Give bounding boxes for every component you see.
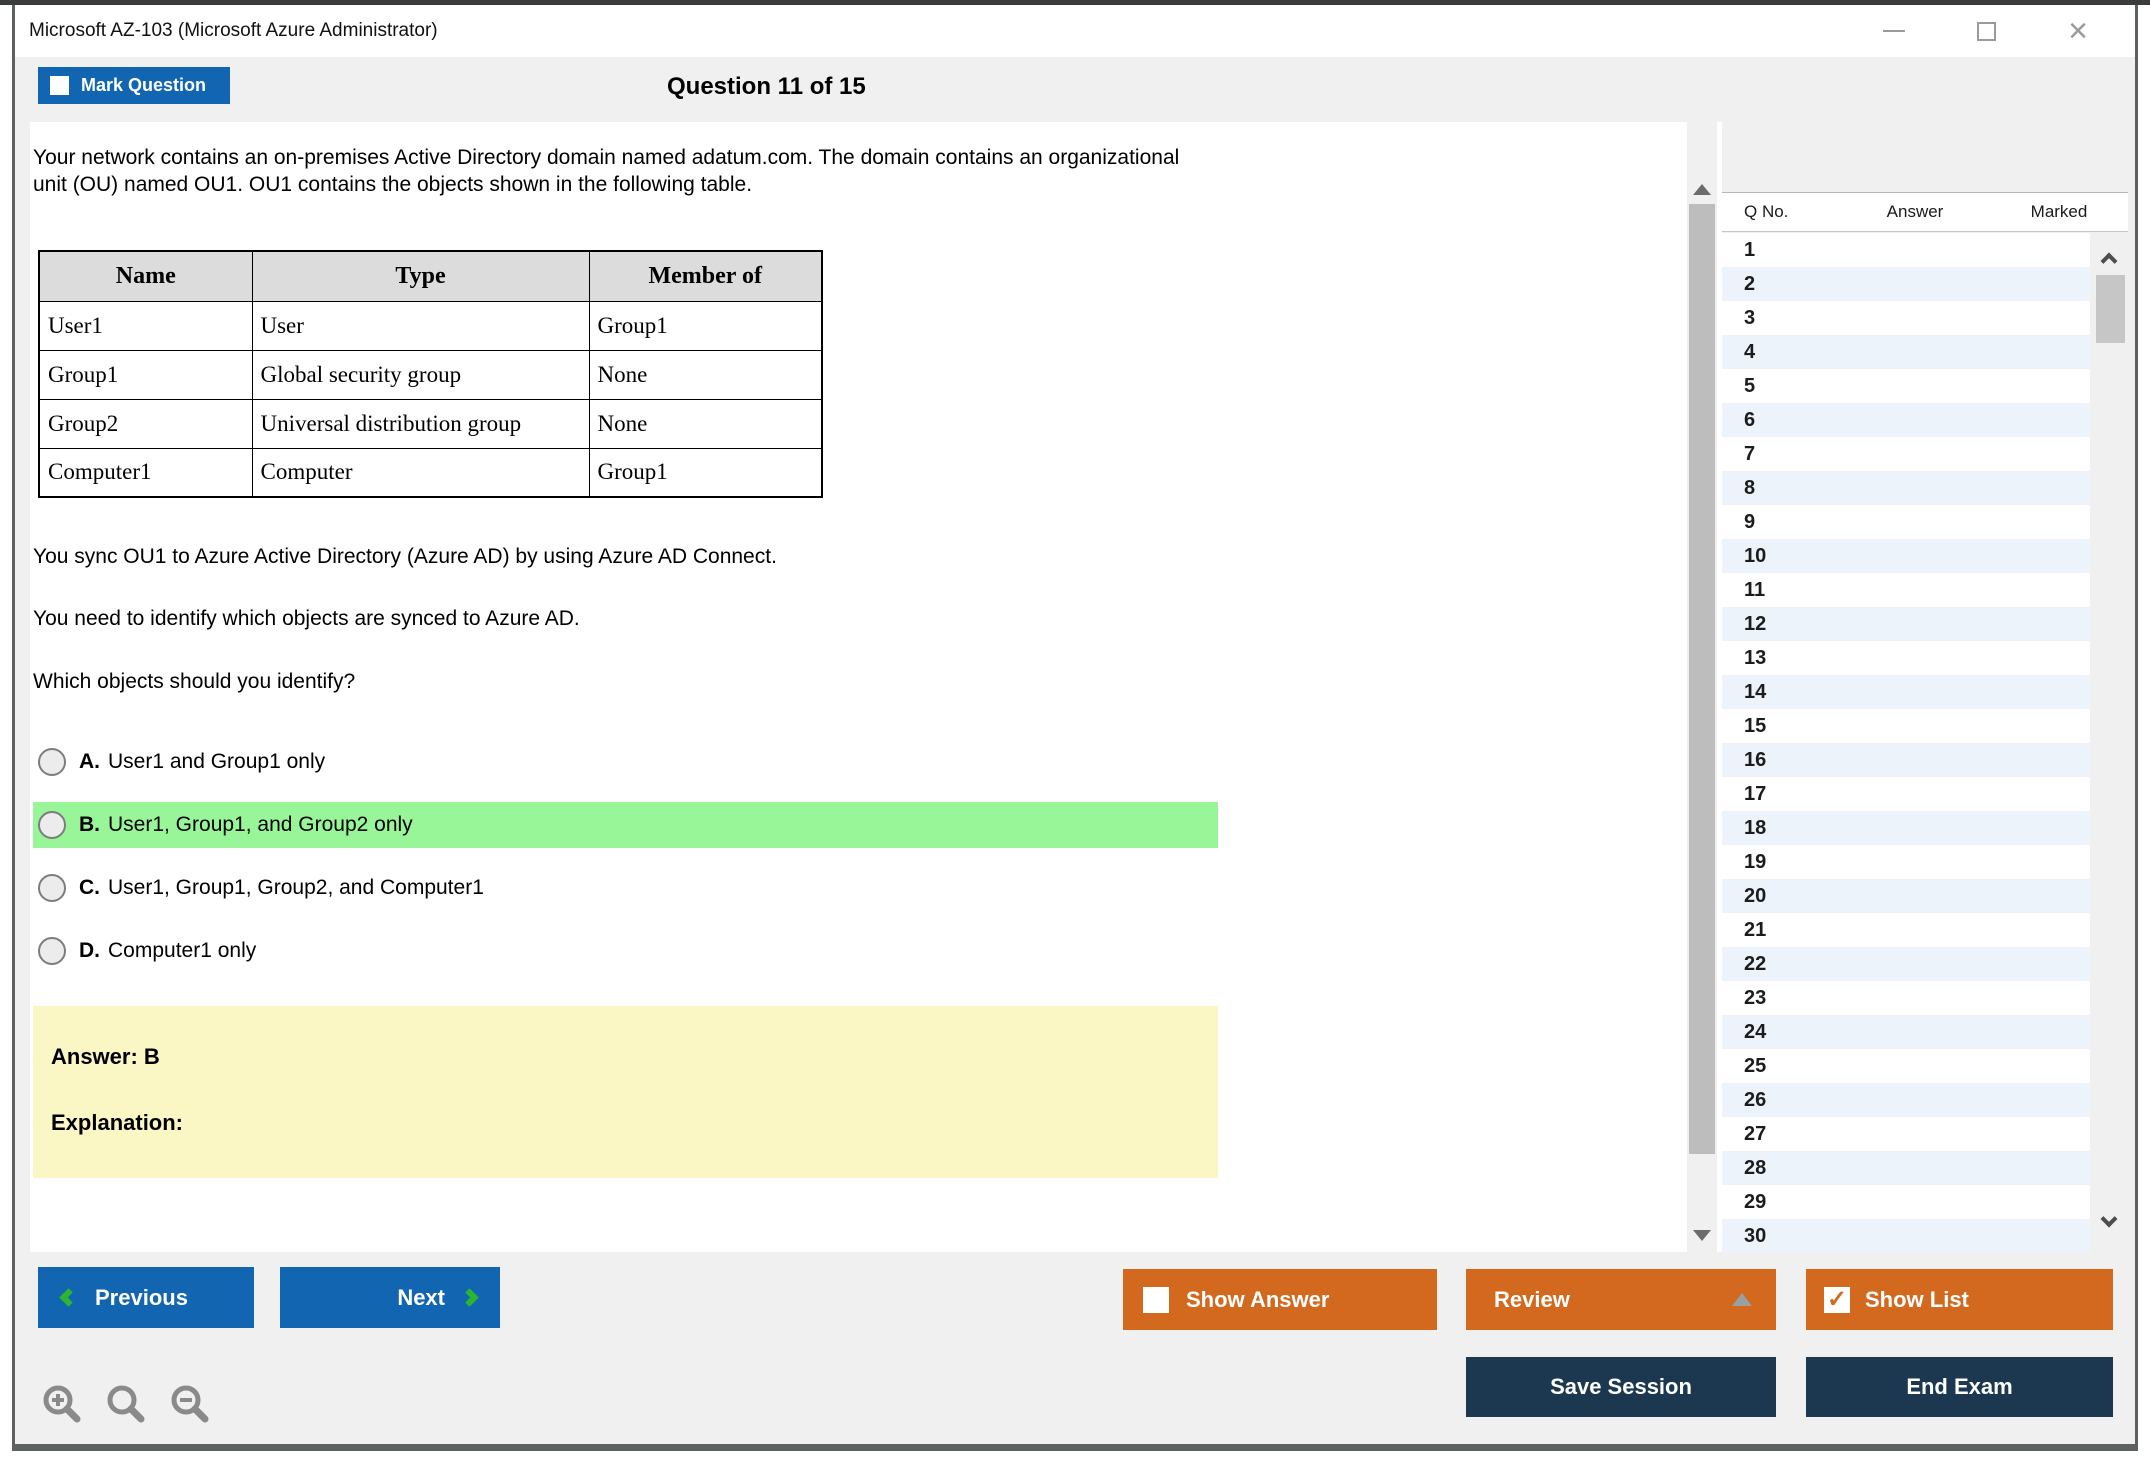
- zoom-out-icon[interactable]: [168, 1383, 212, 1427]
- table-cell: Group1: [589, 301, 822, 350]
- question-list-row[interactable]: [1722, 675, 2090, 709]
- question-number: 28: [1744, 1156, 1767, 1179]
- list-scrollbar-thumb[interactable]: [2096, 275, 2125, 343]
- question-number: 20: [1744, 884, 1767, 907]
- triangle-up-icon: [1732, 1293, 1752, 1306]
- maximize-icon: [1977, 22, 1996, 41]
- question-list-row[interactable]: [1722, 1049, 2090, 1083]
- review-button[interactable]: [1466, 1269, 1776, 1330]
- question-list-scrollbar[interactable]: [2093, 233, 2128, 1252]
- option-letter: C.: [79, 876, 100, 899]
- question-number: 17: [1744, 782, 1767, 805]
- question-list-row[interactable]: [1722, 573, 2090, 607]
- option-letter: B.: [79, 813, 100, 836]
- question-number: 3: [1744, 306, 1756, 329]
- table-cell: User: [252, 301, 589, 350]
- question-list-row[interactable]: [1722, 913, 2090, 947]
- question-number: 15: [1744, 714, 1767, 737]
- question-number: 8: [1744, 476, 1756, 499]
- mark-question-label: Mark Question: [81, 75, 207, 95]
- question-list-row[interactable]: [1722, 335, 2090, 369]
- minimize-icon: [1883, 30, 1905, 32]
- question-number: 14: [1744, 680, 1767, 703]
- maximize-button[interactable]: [1969, 14, 2003, 48]
- save-session-label: Save Session: [1550, 1374, 1692, 1399]
- question-panel: [30, 122, 1722, 1252]
- question-number: 11: [1744, 578, 1766, 601]
- question-list: [1722, 233, 2090, 1252]
- save-session-button[interactable]: [1466, 1357, 1776, 1417]
- title-bar: [15, 5, 2135, 57]
- question-list-row[interactable]: [1722, 1083, 2090, 1117]
- question-list-row[interactable]: [1722, 743, 2090, 777]
- scroll-up-chevron-icon[interactable]: [2101, 253, 2118, 270]
- question-sync-text: You sync OU1 to Azure Active Directory (Azure AD) by using Azure AD Connect.: [33, 545, 777, 568]
- mark-question-button[interactable]: [38, 67, 230, 104]
- window-title: Microsoft AZ-103 (Microsoft Azure Administrator): [29, 20, 438, 41]
- question-list-row[interactable]: [1722, 1015, 2090, 1049]
- option-letter: A.: [79, 750, 100, 773]
- option-letter: D.: [79, 939, 100, 962]
- zoom-toolbar: [40, 1383, 212, 1427]
- question-list-row[interactable]: [1722, 471, 2090, 505]
- table-cell: Group2: [39, 399, 252, 448]
- question-list-row[interactable]: [1722, 947, 2090, 981]
- table-cell: Group1: [589, 448, 822, 497]
- show-answer-button[interactable]: [1123, 1269, 1437, 1330]
- question-prompt-text: Which objects should you identify?: [33, 670, 356, 693]
- object-table-body: [39, 301, 822, 497]
- scroll-up-arrow-icon[interactable]: [1693, 184, 1711, 195]
- column-header-marked: Marked: [2030, 202, 2088, 221]
- scroll-down-arrow-icon[interactable]: [1693, 1230, 1711, 1241]
- question-number: 25: [1744, 1054, 1767, 1077]
- question-number: 26: [1744, 1088, 1767, 1111]
- option-text: User1, Group1, Group2, and Computer1: [108, 876, 484, 899]
- question-number: 30: [1744, 1224, 1767, 1247]
- question-list-row[interactable]: [1722, 1151, 2090, 1185]
- question-list-row[interactable]: [1722, 403, 2090, 437]
- objects-table: [38, 250, 823, 498]
- table-cell: Computer: [252, 448, 589, 497]
- question-number: 6: [1744, 408, 1756, 431]
- question-list-row[interactable]: [1722, 1219, 2090, 1252]
- question-number: 10: [1744, 544, 1767, 567]
- question-list-row[interactable]: [1722, 1117, 2090, 1151]
- next-button[interactable]: [280, 1267, 500, 1328]
- table-header-name: Name: [39, 251, 252, 301]
- answer-explanation-box: [33, 1006, 1218, 1178]
- radio-button[interactable]: [38, 874, 66, 902]
- question-list-row[interactable]: [1722, 369, 2090, 403]
- question-intro-text: Your network contains an on-premises Active Directory domain named adatum.com. The domain contains an organizational unit (OU) named OU1. OU1 contains the objects shown in the following table.: [33, 146, 1180, 196]
- table-header-memberof: Member of: [589, 251, 822, 301]
- table-header-type: Type: [252, 251, 589, 301]
- table-row: [39, 350, 822, 399]
- question-number: 13: [1744, 646, 1767, 669]
- table-cell: Global security group: [252, 350, 589, 399]
- question-list-panel: [1722, 122, 2128, 1252]
- table-cell: Group1: [39, 350, 252, 399]
- question-number: 9: [1744, 510, 1756, 533]
- radio-button[interactable]: [38, 811, 66, 839]
- question-number: 23: [1744, 986, 1767, 1009]
- question-number: 1: [1744, 238, 1756, 261]
- option-text: User1, Group1, and Group2 only: [108, 813, 413, 836]
- question-number: 21: [1744, 918, 1767, 941]
- show-answer-checkbox[interactable]: [1143, 1287, 1169, 1313]
- question-number: 22: [1744, 952, 1767, 975]
- window-controls: [1877, 5, 2095, 57]
- scroll-down-chevron-icon[interactable]: [2101, 1211, 2118, 1228]
- review-label: Review: [1494, 1286, 1570, 1312]
- table-row: [39, 399, 822, 448]
- question-list-row[interactable]: [1722, 879, 2090, 913]
- end-exam-button[interactable]: [1806, 1357, 2113, 1417]
- answer-option-d[interactable]: [33, 928, 1218, 974]
- question-list-row[interactable]: [1722, 267, 2090, 301]
- question-list-row[interactable]: [1722, 641, 2090, 675]
- radio-button[interactable]: [38, 748, 66, 776]
- answer-option-a[interactable]: [33, 739, 1218, 785]
- column-header-answer: Answer: [1886, 202, 1944, 221]
- table-cell: Universal distribution group: [252, 399, 589, 448]
- options-list: [33, 739, 1215, 974]
- previous-button[interactable]: [38, 1267, 254, 1328]
- question-list-row[interactable]: [1722, 233, 2090, 267]
- app-window: [12, 5, 2138, 1451]
- show-answer-label: Show Answer: [1186, 1286, 1330, 1312]
- answer-option-c[interactable]: [33, 865, 1218, 911]
- question-list-row[interactable]: [1722, 539, 2090, 573]
- explanation-label: Explanation:: [51, 1110, 184, 1135]
- answer-label: Answer: B: [51, 1044, 160, 1069]
- previous-label: Previous: [95, 1284, 188, 1310]
- close-button[interactable]: [2061, 14, 2095, 48]
- question-list-header: [1722, 192, 2128, 232]
- table-row: [39, 301, 822, 350]
- show-list-checkbox[interactable]: ✓: [1824, 1287, 1850, 1313]
- table-cell: User1: [39, 301, 252, 350]
- question-number: 2: [1744, 272, 1756, 295]
- table-row: [39, 448, 822, 497]
- question-list-row[interactable]: [1722, 505, 2090, 539]
- question-list-row[interactable]: [1722, 811, 2090, 845]
- mark-question-checkbox[interactable]: [50, 76, 69, 95]
- show-list-button[interactable]: [1806, 1269, 2113, 1330]
- next-label: Next: [397, 1284, 445, 1310]
- option-text: User1 and Group1 only: [108, 750, 326, 773]
- question-list-row[interactable]: [1722, 709, 2090, 743]
- question-number: 4: [1744, 340, 1756, 363]
- question-number: 18: [1744, 816, 1767, 839]
- chevron-left-icon: [59, 1288, 77, 1306]
- question-number: 27: [1744, 1122, 1767, 1145]
- question-need-text: You need to identify which objects are synced to Azure AD.: [33, 607, 580, 630]
- question-number: 19: [1744, 850, 1767, 873]
- question-list-row[interactable]: [1722, 981, 2090, 1015]
- question-number: 16: [1744, 748, 1767, 771]
- question-number: 12: [1744, 612, 1767, 635]
- end-exam-label: End Exam: [1906, 1374, 2013, 1399]
- question-number: 5: [1744, 374, 1756, 397]
- column-header-qno: Q No.: [1744, 202, 1789, 221]
- radio-button[interactable]: [38, 937, 66, 965]
- zoom-reset-icon[interactable]: [104, 1383, 148, 1427]
- chevron-right-icon: [460, 1288, 478, 1306]
- zoom-in-icon[interactable]: [40, 1383, 84, 1427]
- question-list-row[interactable]: [1722, 845, 2090, 879]
- question-list-row[interactable]: [1722, 777, 2090, 811]
- scrollbar-thumb[interactable]: [1689, 204, 1715, 1154]
- close-icon: ×: [2068, 12, 2088, 50]
- option-text: Computer1 only: [108, 939, 257, 962]
- question-number: 7: [1744, 442, 1756, 465]
- question-number: 24: [1744, 1020, 1767, 1043]
- question-number: 29: [1744, 1190, 1767, 1213]
- question-list-row[interactable]: [1722, 301, 2090, 335]
- show-list-label: Show List: [1865, 1286, 1969, 1312]
- table-cell: Computer1: [39, 448, 252, 497]
- answer-option-b[interactable]: [33, 802, 1218, 848]
- question-counter: Question 11 of 15: [667, 73, 866, 100]
- question-list-row[interactable]: [1722, 607, 2090, 641]
- minimize-button[interactable]: [1877, 14, 1911, 48]
- question-scrollbar[interactable]: [1687, 122, 1717, 1252]
- question-list-row[interactable]: [1722, 437, 2090, 471]
- table-cell: None: [589, 399, 822, 448]
- table-cell: None: [589, 350, 822, 399]
- object-table-header-row: [39, 251, 822, 301]
- question-list-row[interactable]: [1722, 1185, 2090, 1219]
